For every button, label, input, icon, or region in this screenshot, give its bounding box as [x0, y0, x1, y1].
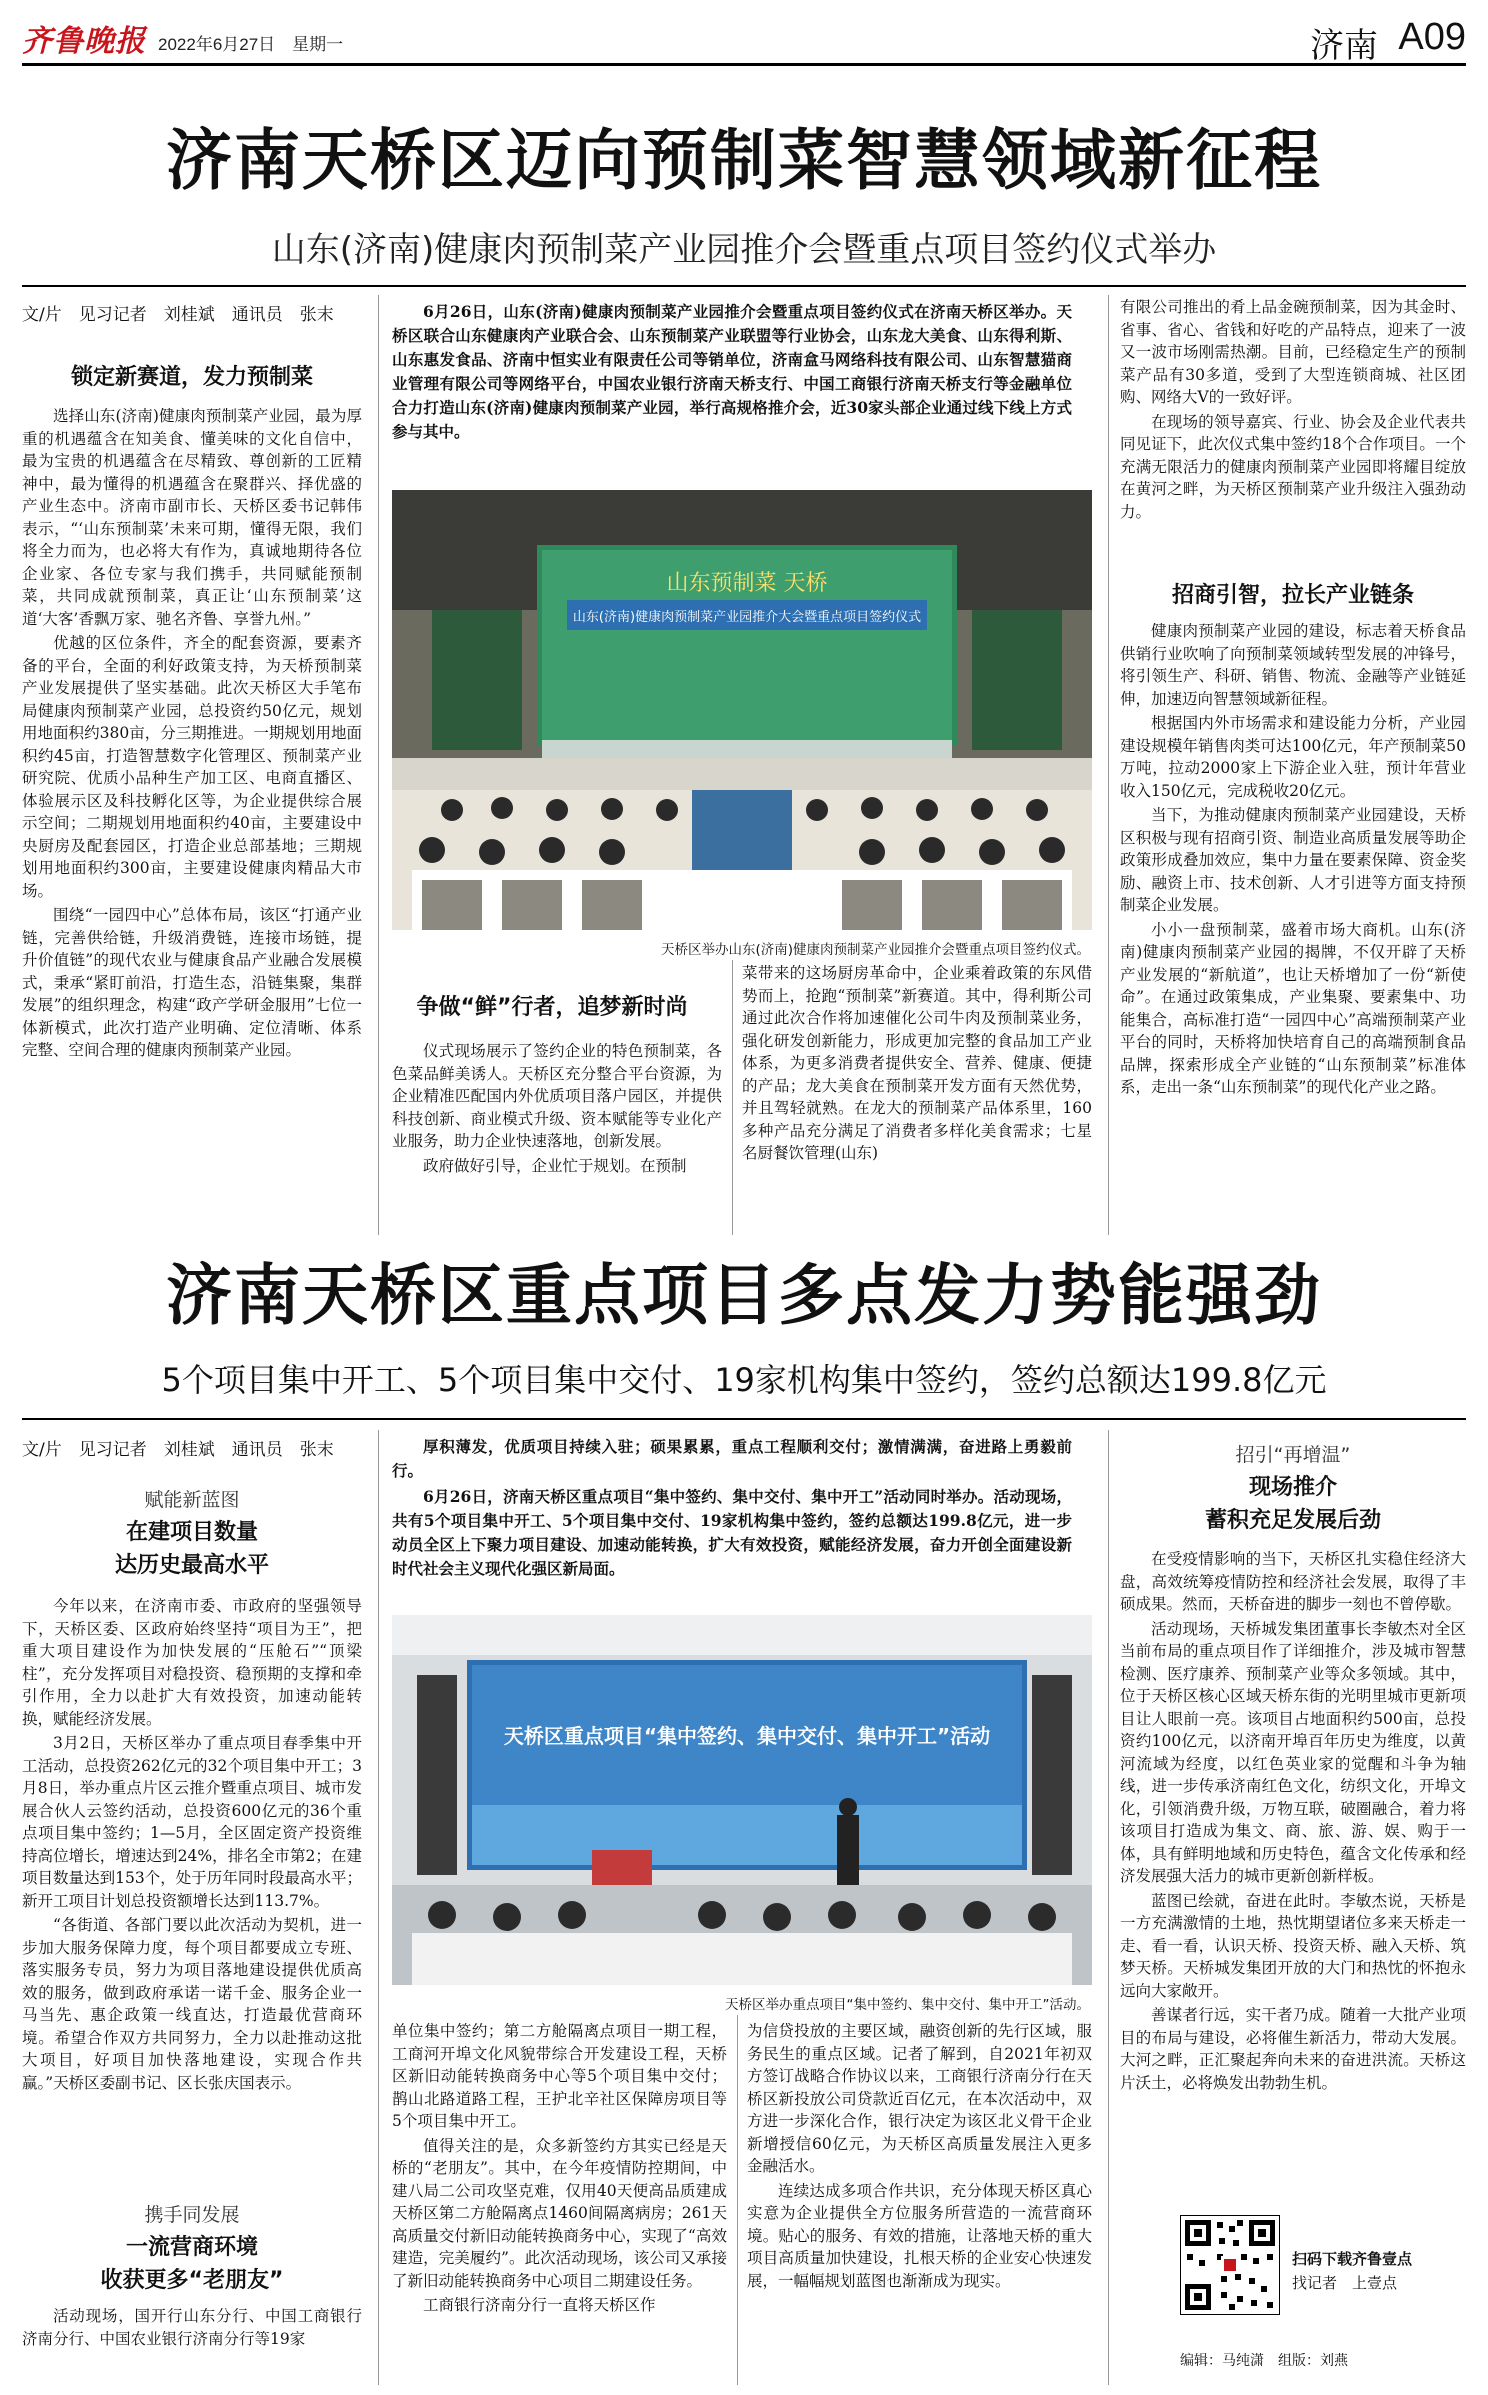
- qr-sublabel: 找记者 上壹点: [1292, 2274, 1398, 2292]
- article2-section1-kicker: 赋能新蓝图: [144, 1489, 240, 1511]
- paragraph: 3月2日，天桥区举办了重点项目春季集中开工活动，总投资262亿元的32个项目集中开工；3月8日，举办重点片区云推介暨重点项目、城市发展合伙人云签约活动，总投资600亿元的36个重点项目集中签约；1—5月，全区固定资产投资维持高位增长，增速达到24%，排名全市第2；在建项目数量达到153个，处于历年同时段最高水平；新开工项目计划总投资额增长达到113.7%。: [22, 1734, 362, 1910]
- photo1-slogan: 山东预制菜 天桥: [666, 571, 828, 596]
- paragraph: 蓝图已绘就，奋进在此时。李敏杰说，天桥是一方充满激情的土地，热忱期望诸位多来天桥走一走、看一看，认识天桥、投资天桥、融入天桥、筑梦天桥。天桥城发集团开放的大门和热忱的怀抱永远向大家敞开。: [1120, 1891, 1466, 2000]
- paragraph: 当下，为推动健康肉预制菜产业园建设，天桥区积极与现有招商引资、制造业高质量发展等助企政策形成叠加效应，集中力量在要素保障、资金奖励、融资上市、技术创新、人才引进等方面支持预制菜企业发展。: [1120, 806, 1466, 914]
- article1-photo-caption: 天桥区举办山东(济南)健康肉预制菜产业园推介会暨重点项目签约仪式。: [660, 942, 1090, 958]
- article1-column4-continued: [1120, 620, 1466, 1235]
- page-number: A09: [1398, 16, 1466, 58]
- conference-photo: [392, 490, 1092, 930]
- article2-section2-title-a: 一流营商环境: [125, 2235, 258, 2260]
- article1-lead: 6月26日，山东(济南)健康肉预制菜产业园推介会暨重点项目签约仪式在济南天桥区举办。天桥区联合山东健康肉产业联合会、山东预制菜产业联盟等行业协会，山东龙大美食、山东得利斯、山东惠发食品、济南中恒实业有限责任公司等销单位，济南盒马网络科技有限公司、山东智慧猫商业管理有限公司等网络平台，中国农业银行济南天桥支行、中国工商银行济南天桥支行等金融单位合力打造山东(济南)健康肉预制菜产业园，举行高规格推介会，近30家头部企业通过线下线上方式参与其中。: [392, 302, 1072, 441]
- column-rule: [378, 1430, 379, 2385]
- paragraph: 单位集中签约；第二方舱隔离点项目一期工程，工商河开埠文化风貌带综合开发建设工程，天桥区新旧动能转换商务中心等5个项目集中交付；鹊山北路道路工程，王护北辛社区保障房项目等5个项目集中开工。: [392, 2022, 727, 2130]
- article2-section1-title-b: 达历史最高水平: [114, 1553, 269, 1578]
- article1-section1-title: 锁定新赛道，发力预制菜: [70, 365, 313, 390]
- issue-date: 2022年6月27日 星期一: [158, 35, 344, 54]
- article1-column3: [742, 962, 1092, 1235]
- article2-section2-title-b: 收获更多“老朋友”: [100, 2268, 284, 2293]
- article2-column4: [1120, 1548, 1466, 2120]
- paragraph: 选择山东(济南)健康肉预制菜产业园，最为厚重的机遇蕴含在知美食、懂美味的文化自信中，最为宝贵的机遇蕴含在尽精致、尊创新的工匠精神中，最为懂得的机遇蕴含在聚群兴、择优盛的产业生态中。济南市副市长、天桥区委书记韩伟表示，“‘山东预制菜’未来可期，懂得无限，我们将全力而为，也必将大有作为，真诚地期待各位企业家、各位专家与我们携手，共同赋能预制菜，共同成就预制菜，真正让‘山东预制菜’这道‘大客’香飘万家、驰名齐鲁、享誉九州。”: [22, 407, 362, 628]
- divider: [22, 1418, 1466, 1420]
- article1-column4: [1120, 296, 1466, 551]
- qr-code-icon: [1181, 2216, 1279, 2314]
- column-rule: [378, 295, 379, 1235]
- article2-section1-title-a: 在建项目数量: [125, 1520, 258, 1545]
- paragraph: 善谋者行远，实干者乃成。随着一大批产业项目的布局与建设，必将催生新活力，带动大发展。大河之畔，正汇聚起奔向未来的奋进洪流。天桥这片沃土，必将焕发出勃勃生机。: [1120, 2006, 1466, 2092]
- paragraph: 优越的区位条件，齐全的配套资源，要素齐备的平台，全面的利好政策支持，为天桥预制菜产业发展提供了坚实基础。此次天桥区大手笔布局健康肉预制菜产业园，总投资约50亿元，规划用地面积约380亩，分三期推进。一期规划用地面积约45亩，打造智慧数字化管理区、预制菜产业研究院、优质小品种生产加工区、电商直播区、体验展示区及科技孵化区等，为企业提供综合展示空间；二期规划用地面积约40亩，主要建设中央厨房及配套园区，打造企业总部基地；三期规划用地面积约300亩，主要建设健康肉精品大市场。: [22, 634, 362, 900]
- article1-headline: 济南天桥区迈向预制菜智慧领域新征程: [166, 121, 1322, 199]
- paragraph: 为信贷投放的主要区域，融资创新的先行区域，服务民生的重点区域。记者了解到，自2021年初双方签订战略合作协议以来，工商银行济南分行在天桥区新投放公司贷款近百亿元，在本次活动中，双方进一步深化合作，银行决定为该区北义骨干企业新增授信60亿元，为天桥区高质量发展注入更多金融活水。: [747, 2022, 1092, 2175]
- column-rule: [1108, 1430, 1109, 2385]
- paragraph: “各街道、各部门要以此次活动为契机，进一步加大服务保障力度，每个项目都要成立专班、落实服务专员，努力为项目落地建设提供优质高效的服务，做到政府承诺一诺千金、服务企业一马当先、惠企政策一线直达，打造最优营商环境。希望合作双方共同努力，全力以赴推动这批大项目，好项目加快落地建设，实现合作共赢。”天桥区委副书记、区长张庆国表示。: [22, 1916, 362, 2092]
- article2-subhead: 5个项目集中开工、5个项目集中交付、19家机构集中签约，签约总额达199.8亿元: [161, 1361, 1327, 1399]
- qr-label: 扫码下载齐鲁壹点: [1292, 2250, 1413, 2268]
- article1-column2: [392, 1040, 722, 1235]
- paragraph: 根据国内外市场需求和建设能力分析，产业园建设规模年销售肉类可达100亿元，年产预制菜50万吨，拉动2000家上下游企业入驻，预计年营业收入150亿元，完成税收20亿元。: [1120, 714, 1466, 800]
- article2-headline: 济南天桥区重点项目多点发力势能强劲: [166, 1256, 1322, 1334]
- article2-column3: [747, 2020, 1092, 2385]
- paragraph: 活动现场，天桥城发集团董事长李敏杰对全区当前布局的重点项目作了详细推介，涉及城市智慧检测、医疗康养、预制菜产业等众多领域。其中，位于天桥区核心区域天桥东街的光明里城市更新项目让人眼前一亮。该项目占地面积约500亩，总投资约100亿元，以济南开埠百年历史为维度，以黄河流域为经度，以红色英业家的觉醒和斗争为轴线，进一步传承济南红色文化，纺织文化，开埠文化，引领消费升级，万物互联，破圈融合，着力将该项目打造成为集文、商、旅、游、娱、购于一体，具有鲜明地域和历史特色，蕴含文化传承和经济发展强大活力的城市更新创新样板。: [1120, 1619, 1466, 1885]
- newspaper-logo: 齐鲁晚报: [22, 24, 146, 59]
- article2-lead2: 6月26日，济南天桥区重点项目“集中签约、集中交付、集中开工”活动同时举办。活动现场，共有5个项目集中开工、5个项目集中交付、19家机构集中签约，签约总额达199.8亿元，进一步动员全区上下聚力项目建设、加速动能转换，扩大有效投资，赋能经济发展，奋力开创全面建设新时代社会主义现代化强区新局面。: [392, 1487, 1072, 1578]
- article2-byline: 文/片 见习记者 刘桂斌 通讯员 张末: [22, 1440, 334, 1460]
- paragraph: 今年以来，在济南市委、市政府的坚强领导下，天桥区委、区政府始终坚持“项目为王”，把重大项目建设作为加快发展的“压舱石”“顶梁柱”，充分发挥项目对稳投资、稳预期的支撑和牵引作用，全力以赴扩大有效投资，加速动能转换，赋能经济发展。: [22, 1597, 362, 1728]
- article2-column2: [392, 2020, 727, 2385]
- paragraph: 在受疫情影响的当下，天桥区扎实稳住经济大盘，高效统筹疫情防控和经济社会发展，取得了丰硕成果。然而，天桥奋进的脚步一刻也不曾停歇。: [1120, 1550, 1466, 1613]
- masthead: [22, 10, 1466, 66]
- editors-credit: 编辑：马纯潇 组版：刘燕: [1180, 2353, 1348, 2369]
- article1-subhead: 山东(济南)健康肉预制菜产业园推介会暨重点项目签约仪式举办: [271, 230, 1217, 270]
- column-rule: [737, 2015, 738, 2385]
- paragraph: 政府做好引导，企业忙于规划。在预制: [423, 1156, 687, 1175]
- divider: [22, 285, 1466, 287]
- article2-section2-kicker: 携手同发展: [144, 2204, 240, 2226]
- article1-byline: 文/片 见习记者 刘桂斌 通讯员 张末: [22, 305, 334, 325]
- paragraph: 健康肉预制菜产业园的建设，标志着天桥食品供销行业吹响了向预制菜领域转型发展的冲锋号，将引领生产、科研、销售、物流、金融等产业链延伸，加速迈向智慧领域新征程。: [1120, 622, 1466, 708]
- paragraph: 有限公司推出的肴上品金碗预制菜，因为其金时、省事、省心、省钱和好吃的产品特点，迎来了一波又一波市场刚需热潮。目前，已经稳定生产的预制菜产品有30多道，受到了大型连锁商城、社区团购、网络大V的一致好评。: [1120, 298, 1466, 406]
- paragraph: 仪式现场展示了签约企业的特色预制菜，各色菜品鲜美诱人。天桥区充分整合平台资源，为企业精准匹配国内外优质项目落户园区，并提供科技创新、商业模式升级、资本赋能等专业化产业服务，助力企业快速落地，创新发展。: [392, 1042, 722, 1150]
- article2-section3-kicker: 招引“再增温”: [1235, 1444, 1351, 1466]
- paragraph: 工商银行济南分行一直将天桥区作: [423, 2296, 656, 2314]
- article2-column1: [22, 1595, 362, 2185]
- event-photo: [392, 1615, 1092, 1985]
- paragraph: 在现场的领导嘉宾、行业、协会及企业代表共同见证下，此次仪式集中签约18个合作项目。一个充满无限活力的健康肉预制菜产业园即将耀目绽放在黄河之畔，为天桥区预制菜产业升级注入强劲动力。: [1120, 412, 1466, 521]
- paragraph: 小小一盘预制菜，盛着市场大商机。山东(济南)健康肉预制菜产业园的揭牌，不仅开辟了天桥产业发展的“新航道”，也让天桥增加了一份“新使命”。在通过政策集成，产业集聚、要素集中、功能集合，高标准打造“一园四中心”高端预制菜产业平台的同时，天桥将加快培育自己的高端预制食品品牌，探索形成全产业链的“山东预制菜”标准体系，走出一条“山东预制菜”的现代化产业之路。: [1120, 920, 1466, 1096]
- article1-section2-title: 争做“鲜”行者，追梦新时尚: [416, 995, 688, 1020]
- article2-column1-continued: [22, 2305, 362, 2385]
- photo2-banner: 天桥区重点项目“集中签约、集中交付、集中开工”活动: [503, 1724, 991, 1748]
- paragraph: 活动现场，国开行山东分行、中国工商银行济南分行、中国农业银行济南分行等19家: [22, 2307, 362, 2348]
- paragraph: 围绕“一园四中心”总体布局，该区“打通产业链，完善供给链，升级消费链，连接市场链，提升价值链”的现代农业与健康食品产业融合发展模式，秉承“紧盯前沿，打造生态，沿链集聚，集群发展”的组织理念，构建“政产学研金服用”七位一体新模式，此次打造产业明确、定位清晰、体系完整、空间合理的健康肉预制菜产业园。: [22, 906, 362, 1059]
- article2-section3-title-a: 现场推介: [1248, 1475, 1337, 1500]
- article1-photo: [392, 490, 1092, 930]
- paragraph: 菜带来的这场厨房革命中，企业乘着政策的东风借势而上，抢跑“预制菜”新赛道。其中，得利斯公司通过此次合作将加速催化公司牛肉及预制菜业务，强化研发创新能力，形成更加完整的食品加工产业体系，为更多消费者提供安全、营养、健康、便捷的产品；龙大美食在预制菜开发方面有天然优势，并且驾轻就熟。在龙大的预制菜产品体系里，160多种产品充分满足了消费者多样化美食需求；七星名厨餐饮管理(山东): [742, 964, 1092, 1162]
- paragraph: 连续达成多项合作共识，充分体现天桥区真心实意为企业提供全方位服务所营造的一流营商环境。贴心的服务、有效的措施，让落地天桥的重大项目高质量加快建设，扎根天桥的企业安心快速发展，一幅幅规划蓝图也渐渐成为现实。: [747, 2181, 1092, 2290]
- section-name: 济南: [1310, 26, 1378, 66]
- column-rule: [1108, 295, 1109, 1235]
- column-rule: [732, 960, 733, 1235]
- paragraph: 值得关注的是，众多新签约方其实已经是天桥的“老朋友”。其中，在今年疫情防控期间，中建八局二公司攻坚克难，仅用40天便高品质建成天桥区第二方舱隔离点1460间隔离病房；261天高质量交付新旧动能转换商务中心，实现了“高效建造，完美履约”。此次活动现场，该公司又承接了新旧动能转换商务中心项目二期建设任务。: [392, 2136, 727, 2290]
- article1-section3-title: 招商引智，拉长产业链条: [1171, 583, 1414, 608]
- article2-lead: 厚积薄发，优质项目持续入驻；硕果累累，重点工程顺利交付；激情满满，奋进路上勇毅前行。: [392, 1437, 1072, 1480]
- qr-code[interactable]: [1180, 2215, 1280, 2315]
- article2-photo-caption: 天桥区举办重点项目“集中签约、集中交付、集中开工”活动。: [725, 1997, 1090, 2013]
- article2-section3-title-b: 蓄积充足发展后劲: [1204, 1508, 1381, 1533]
- article2-photo: [392, 1615, 1092, 1985]
- photo1-banner: 山东(济南)健康肉预制菜产业园推介大会暨重点项目签约仪式: [572, 610, 922, 625]
- article1-column1: [22, 405, 362, 1235]
